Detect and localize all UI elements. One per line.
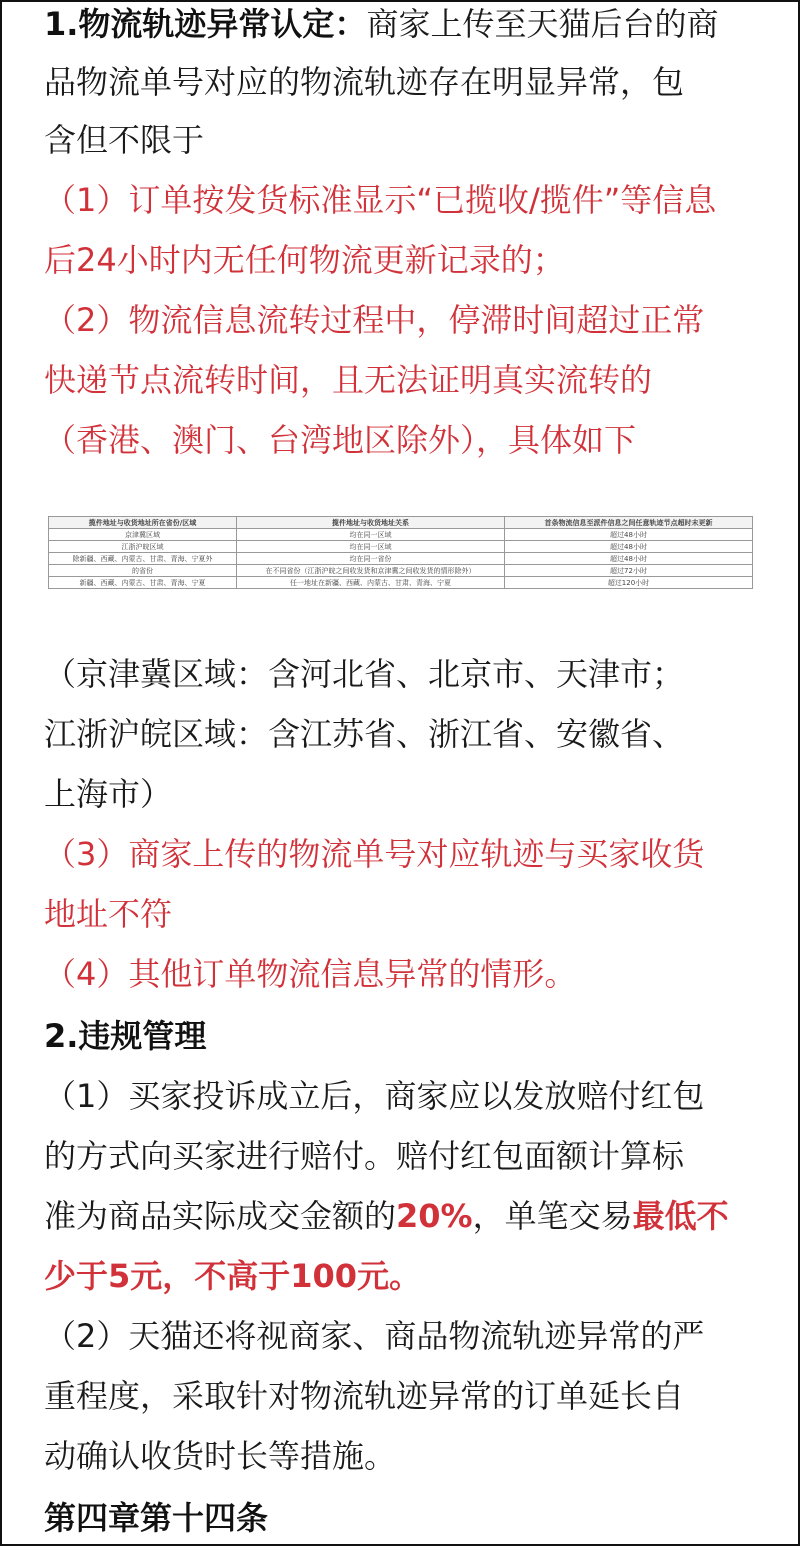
section1-line2: 品物流单号对应的物流轨迹存在明显异常，包 (44, 63, 685, 101)
table-cell: 超过48小时 (505, 541, 753, 553)
section1-line1 (44, 2, 774, 46)
item3-line2: 地址不符 (44, 895, 173, 933)
regions-line3: 上海市） (44, 775, 173, 813)
timeout-table-grid (48, 516, 753, 589)
table-header-cell: 揽件地址与收货地址关系 (237, 517, 505, 529)
section3-heading: 第四章第十四条 (44, 1499, 269, 1537)
s2p1-line2: 的方式向买家进行赔付。赔付红包面额计算标 (44, 1137, 685, 1175)
table-cell: 京津冀区域 (49, 529, 237, 541)
item4-line: （4）其他订单物流信息异常的情形。 (44, 955, 577, 993)
regions-line2: 江浙沪皖区域：含江苏省、浙江省、安徽省、 (44, 715, 685, 753)
table-cell: 新疆、西藏、内蒙古、甘肃、青海、宁夏 (49, 577, 237, 589)
table-cell: 在不同省份（江浙沪皖之间收发货和京津冀之间收发货的情形除外） (237, 565, 505, 577)
table-header-cell: 首条物流信息至派件信息之间任意轨迹节点超时未更新 (505, 517, 753, 529)
table-row (49, 565, 753, 577)
compensation-percent: 20% (396, 1197, 473, 1235)
item2-line3: （香港、澳门、台湾地区除外），具体如下 (44, 421, 637, 459)
s2p1-line3-text-c: 最低不 (632, 1197, 729, 1235)
s2p2-line3: 动确认收货时长等措施。 (44, 1437, 397, 1475)
table-row (49, 541, 753, 553)
s2p2-line2: 重程度，采取针对物流轨迹异常的订单延长自 (44, 1377, 685, 1415)
table-header-cell: 揽件地址与收货地址所在省份/区域 (49, 517, 237, 529)
table-cell: 均在同一区域 (237, 529, 505, 541)
table-cell: 均在同一省份 (237, 553, 505, 565)
s2p1-line3 (44, 1194, 774, 1238)
item1-line2: 后24小时内无任何物流更新记录的； (44, 241, 565, 279)
table-cell: 超过48小时 (505, 529, 753, 541)
s2p1-line3-text-b: ，单笔交易 (472, 1197, 633, 1235)
section1-line3: 含但不限于 (44, 121, 205, 159)
s2p1-line4: 少于5元，不高于100元。 (44, 1257, 422, 1295)
item1-line1: （1）订单按发货标准显示“已揽收/揽件”等信息 (44, 181, 717, 219)
s2p1-line3-text-a: 准为商品实际成交金额的 (44, 1197, 397, 1235)
regions-line1: （京津冀区域：含河北省、北京市、天津市； (44, 655, 685, 693)
table-cell: 超过48小时 (505, 553, 753, 565)
section1-heading: 1.物流轨迹异常认定： (44, 5, 367, 43)
table-cell: 除新疆、西藏、内蒙古、甘肃、青海、宁夏外 (49, 553, 237, 565)
table-cell: 均在同一区域 (237, 541, 505, 553)
item2-line1: （2）物流信息流转过程中，停滞时间超过正常 (44, 301, 705, 339)
table-row (49, 553, 753, 565)
table-row (49, 529, 753, 541)
table-row (49, 577, 753, 589)
table-cell: 超过120小时 (505, 577, 753, 589)
section2-heading: 2.违规管理 (44, 1017, 207, 1055)
table-cell: 的省份 (49, 565, 237, 577)
table-cell: 江浙沪皖区域 (49, 541, 237, 553)
s2p2-line1: （2）天猫还将视商家、商品物流轨迹异常的严 (44, 1317, 705, 1355)
table-cell: 任一地址在新疆、西藏、内蒙古、甘肃、青海、宁夏 (237, 577, 505, 589)
s2p1-line1: （1）买家投诉成立后，商家应以发放赔付红包 (44, 1077, 705, 1115)
section1-line1-text: 商家上传至天猫后台的商 (366, 5, 719, 43)
timeout-table (48, 516, 752, 589)
table-header-row (49, 517, 753, 529)
table-cell: 超过72小时 (505, 565, 753, 577)
item3-line1: （3）商家上传的物流单号对应轨迹与买家收货 (44, 835, 705, 873)
item2-line2: 快递节点流转时间，且无法证明真实流转的 (44, 361, 653, 399)
